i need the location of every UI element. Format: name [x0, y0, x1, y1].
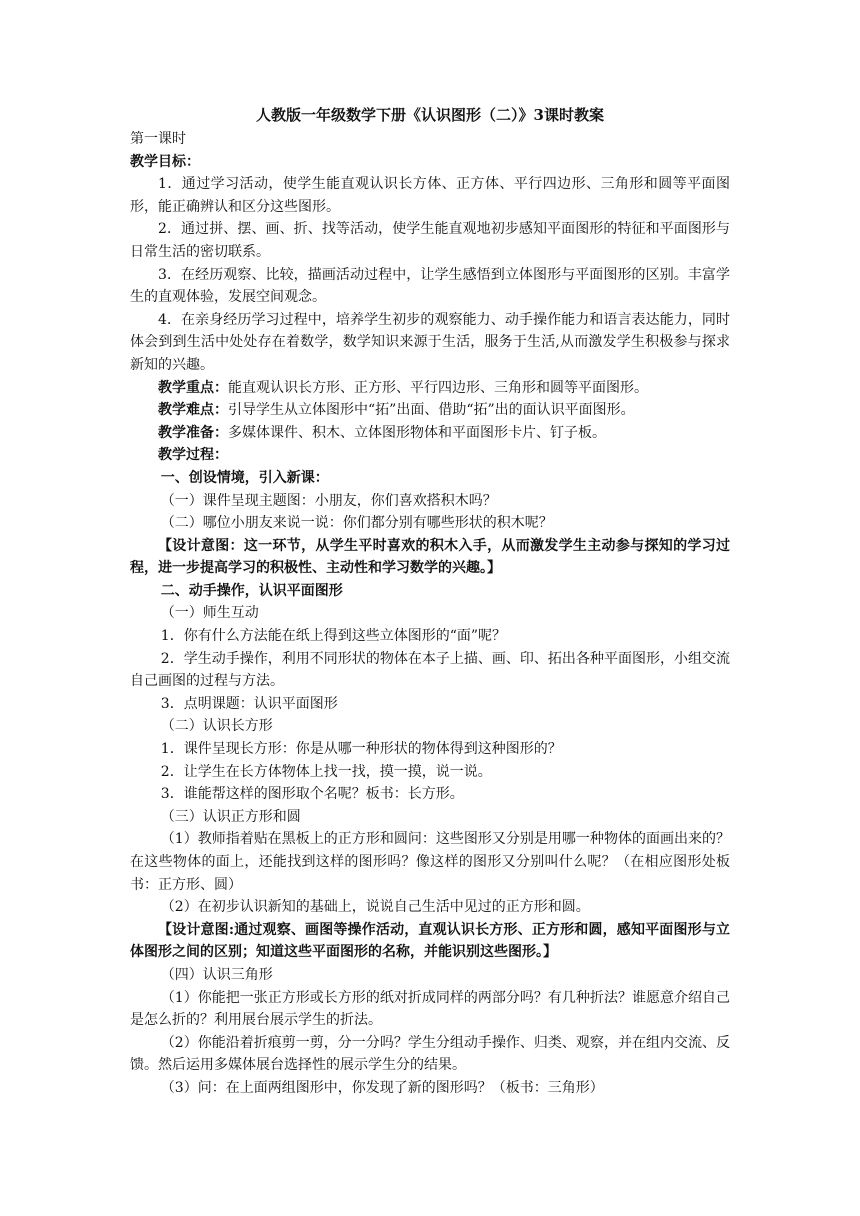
key-point-text: 能直观认识长方形、正方形、平行四边形、三角形和圆等平面图形。	[228, 379, 648, 396]
subsection-heading: （二）认识长方形	[160, 718, 273, 735]
subsection-heading: （三）认识正方形和圆	[160, 808, 301, 825]
list-item: （二）哪位小朋友来说一说：你们都分别有哪些形状的积木呢？	[160, 515, 553, 532]
subsection-heading: （一）师生互动	[160, 605, 259, 622]
goal-item: 4．在亲身经历学习过程中，培养学生初步的观察能力、动手操作能力和语言表达能力，同时体会到到生活中处处存在着数学，数学知识来源于生活，服务于生活,从而激发学生积极参与探求新知的兴趣。	[130, 311, 730, 373]
list-item: （2）在初步认识新知的基础上，说说自己生活中见过的正方形和圆。	[160, 899, 590, 916]
list-item: （2）你能沿着折痕剪一剪，分一分吗？学生分组动手操作、归类、观察，并在组内交流、反馈。然后运用多媒体展台选择性的展示学生分的结果。	[130, 1034, 730, 1074]
process-heading: 教学过程：	[158, 447, 228, 464]
list-item: 1．课件呈现长方形：你是从哪一种形状的物体得到这种图形的？	[160, 741, 562, 758]
list-item: 2．让学生在长方体物体上找一找，摸一摸，说一说。	[160, 763, 492, 780]
document-body	[130, 128, 730, 1100]
goals-heading: 教学目标：	[130, 153, 200, 170]
difficulty	[130, 399, 730, 422]
difficulty-label: 教学难点：	[158, 402, 228, 419]
difficulty-text: 引导学生从立体图形中“拓”出面、借助“拓”出的面认识平面图形。	[228, 402, 635, 419]
goal-item: 1．通过学习活动，使学生能直观认识长方体、正方体、平行四边形、三角形和圆等平面图形，能正确辨认和区分这些图形。	[130, 176, 730, 215]
list-item: 1．你有什么方法能在纸上得到这些立体图形的“面”呢？	[160, 628, 507, 645]
design-intent: 【设计意图:通过观察、画图等操作活动，直观认识长方形、正方形和圆，感知平面图形与立体图形之间的区别；知道这些平面图形的名称，并能识别这些图形。】	[130, 921, 730, 961]
subsection-heading: （四）认识三角形	[160, 966, 273, 983]
prep-text: 多媒体课件、积木、立体图形物体和平面图形卡片、钉子板。	[228, 424, 606, 441]
list-item: （3）问：在上面两组图形中，你发现了新的图形吗？（板书：三角形）	[160, 1079, 604, 1096]
design-intent: 【设计意图：这一环节，从学生平时喜欢的积木入手，从而激发学生主动参与探知的学习过程，进一步提高学习的积极性、主动性和学习数学的兴趣。】	[130, 537, 730, 577]
list-item: （1）你能把一张正方形或长方形的纸对折成同样的两部分吗？有几种折法？谁愿意介绍自己是怎么折的？利用展台展示学生的折法。	[130, 989, 730, 1029]
section-heading: 二、动手操作，认识平面图形	[160, 582, 343, 599]
key-point-label: 教学重点：	[158, 379, 228, 396]
document-title: 人教版一年级数学下册《认识图形（二）》3课时教案	[256, 106, 604, 124]
key-point	[130, 377, 730, 400]
list-item: （一）课件呈现主题图：小朋友，你们喜欢搭积木吗？	[160, 492, 497, 509]
preparation	[130, 422, 730, 445]
goal-item: 2．通过拼、摆、画、折、找等活动，使学生能直观地初步感知平面图形的特征和平面图形与日常生活的密切联系。	[130, 221, 730, 260]
section-heading: 一、创设情境，引入新课：	[160, 469, 329, 486]
lesson-label: 第一课时	[130, 131, 186, 147]
list-item: 2．学生动手操作，利用不同形状的物体在本子上描、画、印、拓出各种平面图形，小组交流自己画图的过程与方法。	[130, 650, 730, 690]
list-item: （1）教师指着贴在黑板上的正方形和圆问：这些图形又分别是用哪一种物体的面画出来的？在这些物体的面上，还能找到这样的图形吗？像这样的图形又分别叫什么呢？（在相应图形处板书：正方形、圆）	[130, 831, 730, 893]
prep-label: 教学准备：	[158, 424, 228, 441]
list-item: 3．谁能帮这样的图形取个名呢？板书：长方形。	[160, 786, 464, 803]
goal-item: 3．在经历观察、比较，描画活动过程中，让学生感悟到立体图形与平面图形的区别。丰富学生的直观体验，发展空间观念。	[130, 266, 730, 306]
list-item: 3．点明课题：认识平面图形	[160, 695, 338, 712]
